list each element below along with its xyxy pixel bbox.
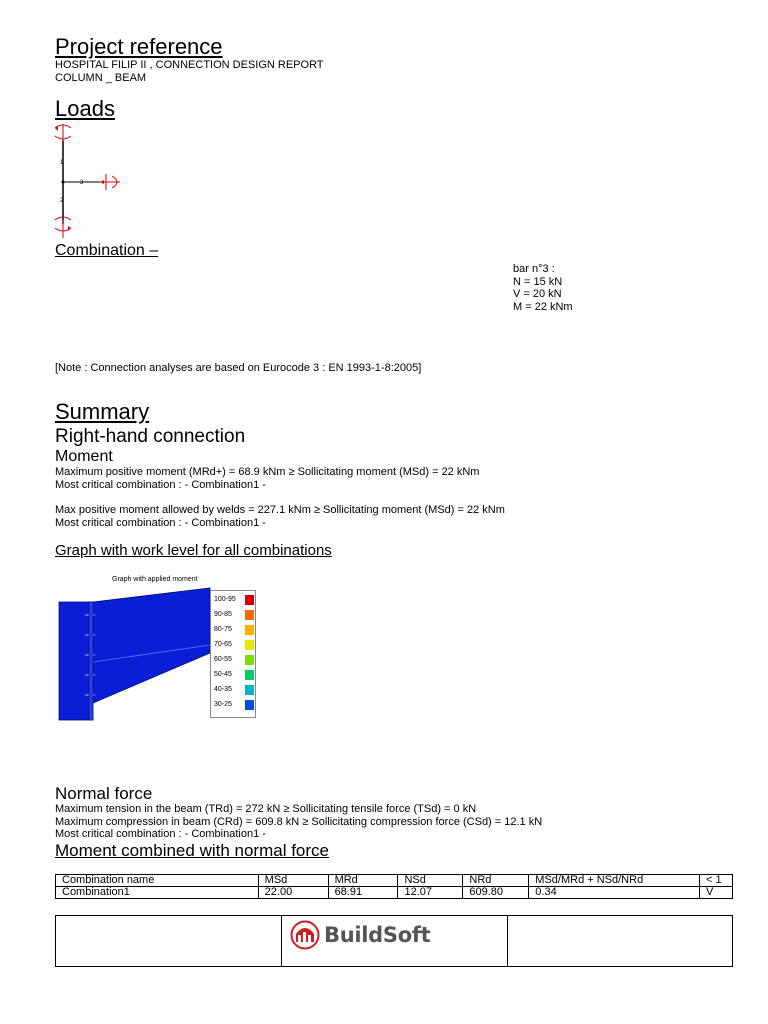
legend-label: 40-35 — [214, 686, 232, 693]
eurocode-note: [Note : Connection analyses are based on Eurocode 3 : EN 1993-1-8:2005] — [55, 362, 422, 374]
combination-table — [55, 874, 733, 899]
table-cell: V — [700, 887, 733, 899]
table-header-cell: NRd — [463, 875, 529, 887]
legend-swatch — [245, 625, 254, 635]
node-label-bottom: 2 — [60, 198, 64, 204]
combination-heading: Combination – — [55, 242, 159, 259]
table-header-row — [56, 875, 733, 887]
legend-swatch — [245, 670, 254, 680]
moment-block-2 — [55, 504, 505, 529]
legend-row — [211, 639, 257, 651]
project-line-2: COLUMN _ BEAM — [55, 72, 147, 84]
table-row — [56, 887, 733, 899]
table-header-cell: MSd — [258, 875, 328, 887]
legend-label: 90-85 — [214, 611, 232, 618]
moment-block-1 — [55, 466, 479, 491]
graph-heading: Graph with work level for all combinations — [55, 542, 332, 559]
moment-heading: Moment — [55, 448, 113, 465]
legend-swatch — [245, 700, 254, 710]
moment-line: Max positive moment allowed by welds = 227.1 kNm ≥ Sollicitating moment (MSd) = 22 kNm — [55, 504, 505, 516]
normal-force-line: Maximum tension in the beam (TRd) = 272 kN ≥ Sollicitating tensile force (TSd) = 0 kN — [55, 803, 477, 815]
legend-swatch — [245, 610, 254, 620]
table-cell: 0.34 — [529, 887, 700, 899]
legend-swatch — [245, 595, 254, 605]
table-header-cell: < 1 — [700, 875, 733, 887]
table-header-cell: MRd — [328, 875, 398, 887]
footer-divider — [507, 916, 508, 966]
legend-label: 100-95 — [214, 596, 236, 603]
table-cell: 609.80 — [463, 887, 529, 899]
legend-row — [211, 624, 257, 636]
moment-line: Most critical combination : - Combination1 - — [55, 516, 266, 529]
table-header-cell: MSd/MRd + NSd/NRd — [529, 875, 700, 887]
table-cell: 22.00 — [258, 887, 328, 899]
node-label-top: 1 — [60, 160, 64, 166]
table-header-cell: NSd — [398, 875, 463, 887]
loads-diagram — [50, 122, 130, 244]
normal-force-block — [55, 803, 542, 841]
legend-row — [211, 594, 257, 606]
table-cell: 12.07 — [398, 887, 463, 899]
bar-info-line: M = 22 kNm — [513, 300, 573, 313]
table-cell: 68.91 — [328, 887, 398, 899]
legend-swatch — [245, 640, 254, 650]
connection-graph — [55, 583, 215, 725]
buildsoft-logo-text: BuildSoft — [324, 923, 431, 947]
bar-info-line: N = 15 kN — [513, 275, 563, 288]
legend-label: 60-55 — [214, 656, 232, 663]
bar-info-line: bar n°3 : — [513, 263, 555, 275]
legend-row — [211, 684, 257, 696]
legend-label: 50-45 — [214, 671, 232, 678]
legend-row — [211, 669, 257, 681]
right-hand-connection-heading: Right-hand connection — [55, 426, 246, 447]
bar-label: 3 — [80, 180, 84, 186]
legend-swatch — [245, 655, 254, 665]
project-heading: Project reference — [55, 34, 223, 59]
project-line-1: HOSPITAL FILIP II , CONNECTION DESIGN REPORT — [55, 59, 324, 71]
legend-label: 30-25 — [214, 701, 232, 708]
legend-row — [211, 609, 257, 621]
bar-info — [513, 263, 573, 313]
graph-title: Graph with applied moment — [112, 576, 198, 583]
legend-swatch — [245, 685, 254, 695]
normal-force-heading: Normal force — [55, 784, 153, 803]
moment-line: Most critical combination : - Combination1 - — [55, 478, 266, 491]
table-header-cell: Combination name — [56, 875, 259, 887]
moment-line: Maximum positive moment (MRd+) = 68.9 kNm ≥ Sollicitating moment (MSd) = 22 kNm — [55, 466, 480, 478]
normal-force-line: Maximum compression in beam (CRd) = 609.8 kN ≥ Sollicitating compression force (CSd) = 12.1 kN — [55, 815, 543, 828]
legend-row — [211, 699, 257, 711]
graph-legend — [210, 590, 256, 718]
table-cell: Combination1 — [56, 887, 259, 899]
footer-divider — [281, 916, 282, 966]
buildsoft-logo-icon — [290, 920, 320, 950]
summary-heading: Summary — [55, 399, 150, 424]
legend-row — [211, 654, 257, 666]
buildsoft-logo — [290, 920, 430, 950]
combined-heading: Moment combined with normal force — [55, 841, 330, 860]
normal-force-line: Most critical combination : - Combination1 - — [55, 828, 266, 840]
legend-label: 70-65 — [214, 641, 232, 648]
loads-heading: Loads — [55, 96, 115, 121]
bar-info-line: V = 20 kN — [513, 288, 562, 300]
legend-label: 80-75 — [214, 626, 232, 633]
